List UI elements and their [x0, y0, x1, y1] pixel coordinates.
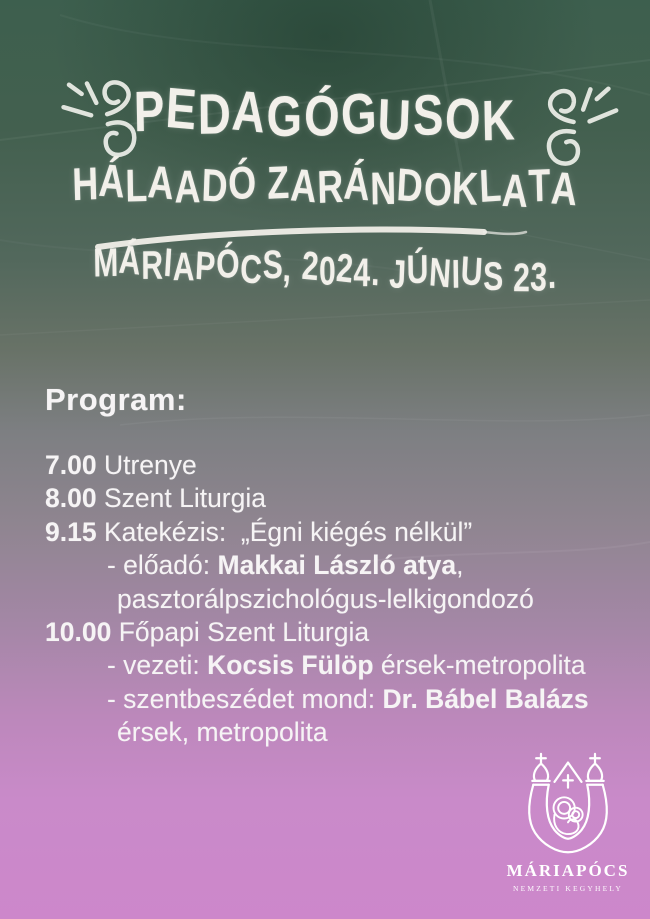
program-line [107, 549, 620, 582]
program-text: Szent Liturgia [103, 483, 266, 514]
program-heading: Program: [45, 382, 187, 417]
mariapocs-shrine-logo [503, 751, 633, 893]
program-line [45, 482, 620, 515]
poster-subtitle: HÁLAADÓ ZARÁNDOKLATA [71, 153, 580, 217]
program-text: Katekézis: „Égni kiégés nélkül” [103, 516, 473, 547]
program-section [45, 383, 620, 750]
program-line [117, 583, 620, 616]
program-line [45, 449, 620, 482]
program-line [117, 716, 620, 749]
program-strong-text: Kocsis Fülöp [207, 650, 374, 681]
mariapocs-shrine-emblem-icon [517, 751, 619, 859]
program-strong-text: 7.00 [45, 450, 104, 480]
program-line [45, 516, 620, 549]
program-strong-text: 10.00 [45, 617, 119, 648]
program-text: érsek-metropolita [373, 650, 586, 681]
program-strong-text: 8.00 [45, 483, 104, 514]
program-text: Utrenye [103, 450, 197, 480]
program-text: pasztorálpszichológus-lelkigondozó [117, 583, 534, 614]
program-line [45, 616, 620, 649]
logo-subtitle: NEMZETI KEGYHELY [512, 884, 624, 893]
program-text: - szentbeszédet mond: [107, 683, 383, 714]
program-text: - vezeti: [107, 650, 208, 681]
program-strong-text: Makkai László atya [217, 550, 457, 581]
program-text: , [456, 550, 464, 581]
logo-name: MÁRIAPÓCS [506, 861, 630, 880]
poster-date-line: MÁRIAPÓCS, 2024. JÚNIUS 23. [92, 237, 558, 301]
program-strong-text: Dr. Bábel Balázs [382, 683, 589, 714]
program-list [45, 449, 620, 750]
program-line [107, 649, 620, 682]
program-strong-text: 9.15 [45, 516, 104, 547]
program-line [107, 683, 620, 716]
program-text: - előadó: [107, 550, 218, 581]
program-text: Főpapi Szent Liturgia [118, 617, 370, 648]
program-text: érsek, metropolita [117, 717, 328, 748]
poster-title: PEDAGÓGUSOK [133, 75, 517, 154]
